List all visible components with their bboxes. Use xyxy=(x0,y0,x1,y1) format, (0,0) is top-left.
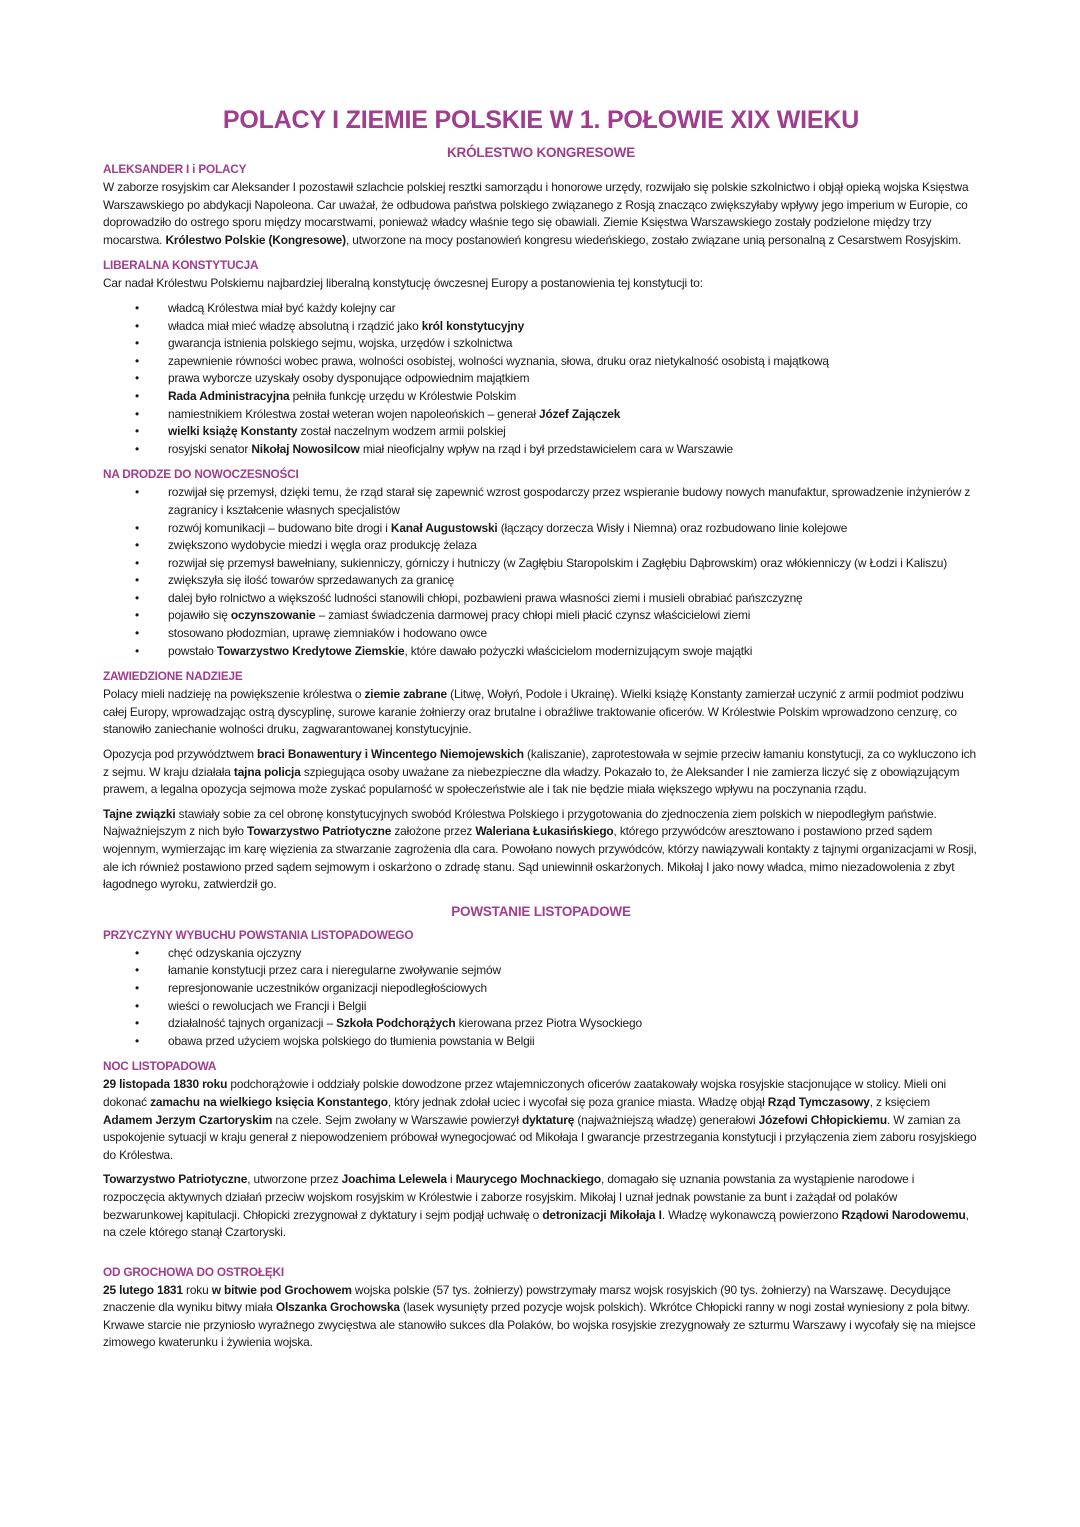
bullet-icon: • xyxy=(135,1016,140,1031)
list-item xyxy=(103,406,979,424)
bold-text: Waleriana Łukasińskiego xyxy=(475,824,614,839)
list-item xyxy=(103,962,979,980)
text-run: podchorążowie i oddziały polskie dowodzone przez wtajemniczonych oficerów zaatakowały wojska rosyjskie stacjonujące w stolicy. Mieli oni dokonać xyxy=(103,1077,947,1109)
bullet-icon: • xyxy=(135,626,140,641)
bullet-icon: • xyxy=(135,371,140,386)
bold-text: detronizacji Mikołaja I xyxy=(542,1207,662,1222)
text-run: wieści o rewolucjach we Francji i Belgii xyxy=(168,998,367,1013)
bullet-icon: • xyxy=(135,643,140,658)
list-item xyxy=(103,607,979,625)
paragraph-aleksander-text xyxy=(103,179,979,249)
list-item xyxy=(103,980,979,998)
bold-text: Towarzystwo Patriotyczne xyxy=(246,824,392,839)
text-run: (Litwę, Wołyń, Podole i Ukrainę). Wielki książę Konstanty zamierzał uczynić z armii podmiot podziwu całej Europy, wprowadzając ostrą dyscyplinę, surowe karanie żołnierzy oraz brutalne i obraźliwe traktowanie oficerów. W Królestwie Polskim wprowadzono cenzurę, co stanowiło zaniechanie wolności druku, zagwarantowanej konstytucyjnie. xyxy=(103,687,964,737)
text-run: – zamiast świadczenia darmowej pracy chłopi mieli płacić czynsz właścicielowi ziemi xyxy=(315,608,751,623)
bullet-icon: • xyxy=(135,945,140,960)
bullet-list-konstytucja xyxy=(103,300,979,458)
text-run: . Władzę wykonawczą powierzono xyxy=(661,1207,842,1222)
text-run: rozwijał się przemysł, dzięki temu, że rząd starał się zapewnić wzrost gospodarczy przez wspieranie budowy nowych manufaktur, sprowadzenie inżynierów z zagranicy i kształcenie własnych specjalistów xyxy=(168,485,971,517)
text-run: założone przez xyxy=(391,824,476,839)
bold-text: Towarzystwo Kredytowe Ziemskie xyxy=(216,643,405,658)
heading-liberalna: LIBERALNA KONSTYTUCJA xyxy=(103,258,259,273)
text-run: , utworzone przez xyxy=(247,1172,342,1187)
bold-text: Kanał Augustowski xyxy=(390,520,498,535)
text-run: zwiększono wydobycie miedzi i węgla oraz produkcję żelaza xyxy=(168,538,477,553)
text-run: Car nadał Królestwu Polskiemu najbardziej liberalną konstytucję ówczesnej Europy a postanowienia tej konstytucji to: xyxy=(103,276,703,291)
text-run: dalej było rolnictwo a większość ludności stanowili chłopi, pozbawieni prawa własności ziemi i musieli obrabiać pańszczyznę xyxy=(168,590,803,605)
text-run: władca miał mieć władzę absolutną i rządzić jako xyxy=(168,318,422,333)
text-run: łamanie konstytucji przez cara i nieregularne zwoływanie sejmów xyxy=(168,963,501,978)
list-item xyxy=(103,643,979,661)
text-run: obawa przed użyciem wojska polskiego do tłumienia powstania w Belgii xyxy=(168,1033,535,1048)
list-item xyxy=(103,555,979,573)
document-title: POLACY I ZIEMIE POLSKIE W 1. POŁOWIE XIX WIEKU xyxy=(222,106,860,134)
bullet-icon: • xyxy=(135,538,140,553)
bullet-icon: • xyxy=(135,980,140,995)
text-run: rosyjski senator xyxy=(168,441,252,456)
text-run: , którego przywódców aresztowano i postawiono przed sądem wojennym, wymierzając im karę więzienia za stwarzanie zagrożenia dla cara. Powołano nowych przywódców, którzy nawiązywali kontakty z tajnymi organizacjami w Rosji, ale ich również postawiono przed sądem sejmowym i oskarżono o zdradę stanu. Sąd uniewinnił oskarżonych. Mikołaj I jako nowy władca, mimo niezadowolenia z zbyt łagodnego wyroku, zatwierdził go. xyxy=(103,824,977,892)
bold-text: zamachu na wielkiego księcia Konstantego xyxy=(150,1094,388,1109)
bullet-icon: • xyxy=(135,998,140,1013)
list-item xyxy=(103,388,979,406)
bullet-icon: • xyxy=(135,485,140,500)
list-item xyxy=(103,353,979,371)
list-item xyxy=(103,423,979,441)
heading-nadzieje: ZAWIEDZIONE NADZIEJE xyxy=(103,669,243,684)
bullet-icon: • xyxy=(135,424,140,439)
text-run: działalność tajnych organizacji – xyxy=(168,1016,337,1031)
paragraph-noc-2 xyxy=(103,1171,979,1241)
bold-text: 29 listopada 1830 roku xyxy=(103,1077,228,1092)
text-run: namiestnikiem Królestwa został weteran wojen napoleońskich – generał xyxy=(168,406,540,421)
text-run: , z księciem xyxy=(869,1094,931,1109)
text-run: , które dawało pożyczki właścicielom modernizującym swoje majątki xyxy=(404,643,753,658)
bullet-list-nowoczesnosc-list xyxy=(103,484,979,660)
paragraph-noc-1 xyxy=(103,1076,979,1164)
bullet-icon: • xyxy=(135,1033,140,1048)
list-item xyxy=(103,335,979,353)
text-run: władcą Królestwa miał być każdy kolejny car xyxy=(168,300,396,315)
bold-text: Józefowi Chłopickiemu xyxy=(758,1112,887,1127)
text-run: powstało xyxy=(168,643,217,658)
text-run: szpiegująca osoby uważane za niebezpieczne dla władzy. Pokazało to, że Aleksander I nie zamierza liczyć się z obowiązującym prawem, a legalna opozycja sejmowa może zyskać popularność w społeczeństwie ale i tak nie będzie miała większego wpływu na poczynania rządu. xyxy=(103,764,960,797)
paragraph-grochow-1 xyxy=(103,1282,979,1352)
bullet-icon: • xyxy=(135,573,140,588)
text-run: , na czele którego stanął Czartoryski. xyxy=(103,1207,969,1240)
document-body xyxy=(103,145,979,1352)
text-run: Polacy mieli nadzieję na powiększenie królestwa o xyxy=(103,687,365,702)
bold-text: Joachima Lelewela xyxy=(341,1172,447,1187)
text-run: stawiały sobie za cel obronę konstytucyjnych swobód Królestwa Polskiego i przygotowania do zjednoczenia ziem polskich w niepodległym państwie. Najważniejszym z nich było xyxy=(103,806,937,839)
bold-text: tajna policja xyxy=(233,764,301,779)
text-run: represjonowanie uczestników organizacji niepodległościowych xyxy=(168,980,487,995)
text-run: rozwój komunikacji – budowano bite drogi i xyxy=(168,520,391,535)
list-item xyxy=(103,945,979,963)
text-run: (najważniejszą władzę) generałowi xyxy=(574,1112,759,1127)
text-run: zwiększyła się ilość towarów sprzedawanych za granicę xyxy=(168,573,455,588)
text-run: , domagało się uznania powstania za wystąpienie narodowe i rozpoczęcia aktywnych działań przeciw wojskom rosyjskim w Królestwie i zaborze rosyjskim. Mikołaj I uznał jednak powstanie za bunt i zażądał od polaków bezwarunkowej kapitulacji. Chłopicki zrezygnował z dyktatury i sejm podjął uchwałę o xyxy=(103,1172,915,1222)
list-item xyxy=(103,590,979,608)
bullet-icon: • xyxy=(135,336,140,351)
bullet-icon: • xyxy=(135,608,140,623)
bullet-icon: • xyxy=(135,555,140,570)
text-run: zapewnienie równości wobec prawa, wolności osobistej, wolności wyznania, słowa, druku oraz nietykalność osobistą i majątkową xyxy=(168,353,829,368)
list-item xyxy=(103,625,979,643)
text-run: (kaliszanie), zaprotestowała w sejmie przeciw łamaniu konstytucji, za co wykluczono ich z sejmu. W kraju działała xyxy=(103,747,976,779)
bold-text: w bitwie pod Grochowem xyxy=(211,1282,352,1297)
heading-przyczyny: PRZYCZYNY WYBUCHU POWSTANIA LISTOPADOWEGO xyxy=(103,927,414,942)
text-run: gwarancja istnienia polskiego sejmu, wojska, urzędów i szkolnictwa xyxy=(168,336,513,351)
list-item xyxy=(103,1015,979,1033)
bold-text: Olszanka Grochowska xyxy=(275,1300,400,1315)
paragraph-nadzieje-2 xyxy=(103,746,979,799)
text-run: i xyxy=(446,1172,456,1187)
text-run: wojska polskie (57 tys. żołnierzy) powstrzymały marsz wojsk rosyjskich (90 tys. żołnierzy) na Warszawę. Decydujące znaczenie dla wyniku bitwy miała xyxy=(103,1282,951,1315)
text-run: miał nieoficjalny wpływ na rząd i był przedstawicielem cara w Warszawie xyxy=(359,441,734,456)
bullet-icon: • xyxy=(135,406,140,421)
text-run: , który jednak zdołał uciec i wycofał się poza granice miasta. Władzę objął xyxy=(387,1094,768,1109)
section-title-powstanie: POWSTANIE LISTOPADOWE xyxy=(451,903,631,919)
paragraph-nadzieje-3 xyxy=(103,806,979,894)
list-item xyxy=(103,484,979,519)
heading-od-grochowa: OD GROCHOWA DO OSTROŁĘKI xyxy=(103,1264,284,1279)
text-run: W zaborze rosyjskim car Aleksander I pozostawił szlachcie polskiej resztki samorządu i honorowe urzędy, rozwijało się polskie szkolnictwo i objął opieką wojska Księstwa Warszawskiego po abdykacji Napoleona. Car uważał, że odbudowa państwa polskiego związanego z Rosją znacząco zwiększyłaby wpływy jego imperium w Europie, co doprowadziło do ostrego sporu między mocarstwami, ponieważ władcy właśnie tego się obawiali. Ziemie Księstwa Warszawskiego zostały podzielone między trzy mocarstwa. xyxy=(103,180,969,247)
bullet-icon: • xyxy=(135,318,140,333)
bold-text: Rząd Tymczasowy xyxy=(767,1094,870,1109)
bold-text: wielki książę Konstanty xyxy=(168,424,298,439)
list-item xyxy=(103,998,979,1016)
text-run: . W zamian za uspokojenie sytuacji w kraju generał z niepowodzeniem próbował wynegocjować od Mikołaja I gwarancje przestrzegania konstytucji i przyłączenia ziem zaboru rosyjskiego do Królestwa. xyxy=(103,1112,977,1162)
bold-text: Rada Administracyjna xyxy=(168,388,290,403)
list-item xyxy=(103,572,979,590)
bullet-icon: • xyxy=(135,300,140,315)
heading-noc: NOC LISTOPADOWA xyxy=(103,1059,217,1074)
bullet-icon: • xyxy=(135,353,140,368)
heading-nowoczesnosc: NA DRODZE DO NOWOCZESNOŚCI xyxy=(103,467,299,482)
text-run: stosowano płodozmian, uprawę ziemniaków i hodowano owce xyxy=(168,626,487,641)
text-run: pojawiło się xyxy=(168,608,231,623)
bold-text: ziemie zabrane xyxy=(364,687,447,702)
text-run: Opozycja pod przywództwem xyxy=(103,747,258,762)
text-run: roku xyxy=(182,1282,212,1297)
list-item xyxy=(103,1033,979,1051)
bold-text: braci Bonawentury i Wincentego Niemojewskich xyxy=(257,747,524,762)
bullet-icon: • xyxy=(135,520,140,535)
text-run: (lasek wysunięty przed pozycje wojsk polskich). Wkrótce Chłopicki ranny w nogi został wyniesiony z pola bitwy. Krwawe starcie nie przyniosło wyraźnego zwycięstwa ale stanowiło sukces dla Polaków, bo wojska rosyjskie zrezygnowały ze szturmu Warszawy i wycofały się na miejsce zimowego kwaterunku i żywienia wojska. xyxy=(103,1300,976,1350)
list-item xyxy=(103,520,979,538)
bold-text: król konstytucyjny xyxy=(421,318,525,333)
bullet-icon: • xyxy=(135,388,140,403)
text-run: (łączący dorzecza Wisły i Niemna) oraz rozbudowano linie kolejowe xyxy=(497,520,848,535)
list-item xyxy=(103,300,979,318)
text-run: na czele. Sejm zwołany w Warszawie powierzył xyxy=(272,1112,522,1127)
bullet-icon: • xyxy=(135,963,140,978)
text-run: rozwijał się przemysł bawełniany, sukienniczy, górniczy i hutniczy (w Zagłębiu Staropolskim i Zagłębiu Dąbrowskim) oraz włókienniczy (w Łodzi i Kaliszu) xyxy=(168,555,948,570)
text-run: został naczelnym wodzem armii polskiej xyxy=(297,424,506,439)
bold-text: dyktaturę xyxy=(521,1112,575,1127)
bold-text: Nikołaj Nowosilcow xyxy=(251,441,360,456)
list-item xyxy=(103,537,979,555)
bold-text: Rządowi Narodowemu xyxy=(841,1207,966,1222)
text-run: pełniła funkcję urzędu w Królestwie Polskim xyxy=(289,388,517,403)
bold-text: oczynszowanie xyxy=(230,608,316,623)
text-run: prawa wyborcze uzyskały osoby dysponujące odpowiednim majątkiem xyxy=(168,371,530,386)
bold-text: Maurycego Mochnackiego xyxy=(455,1172,602,1187)
bold-text: Józef Zajączek xyxy=(539,406,621,421)
paragraph-liberalna-text xyxy=(103,275,979,293)
bullet-icon: • xyxy=(135,590,140,605)
bold-text: Towarzystwo Patriotyczne xyxy=(103,1172,248,1187)
list-item xyxy=(103,370,979,388)
heading-aleksander: ALEKSANDER I i POLACY xyxy=(103,162,247,176)
bullet-icon: • xyxy=(135,441,140,456)
section-title-krolestwo: KRÓLESTWO KONGRESOWE xyxy=(447,145,635,160)
bold-text: Szkoła Podchorążych xyxy=(336,1016,456,1031)
bold-text: 25 lutego 1831 xyxy=(103,1282,183,1297)
bold-text: Tajne związki xyxy=(103,806,176,821)
bold-text: Adamem Jerzym Czartoryskim xyxy=(103,1112,273,1127)
list-item xyxy=(103,441,979,459)
bold-text: Królestwo Polskie (Kongresowe) xyxy=(165,232,346,247)
text-run: kierowana przez Piotra Wysockiego xyxy=(455,1016,642,1031)
text-run: chęć odzyskania ojczyzny xyxy=(168,945,302,960)
text-run: , utworzone na mocy postanowień kongresu wiedeńskiego, zostało związane unią personalną z Cesarstwem Rosyjskim. xyxy=(345,232,962,247)
document-page xyxy=(103,106,979,1359)
paragraph-nadzieje-1 xyxy=(103,686,979,739)
bullet-list-przyczyny-list xyxy=(103,945,979,1051)
list-item xyxy=(103,318,979,336)
